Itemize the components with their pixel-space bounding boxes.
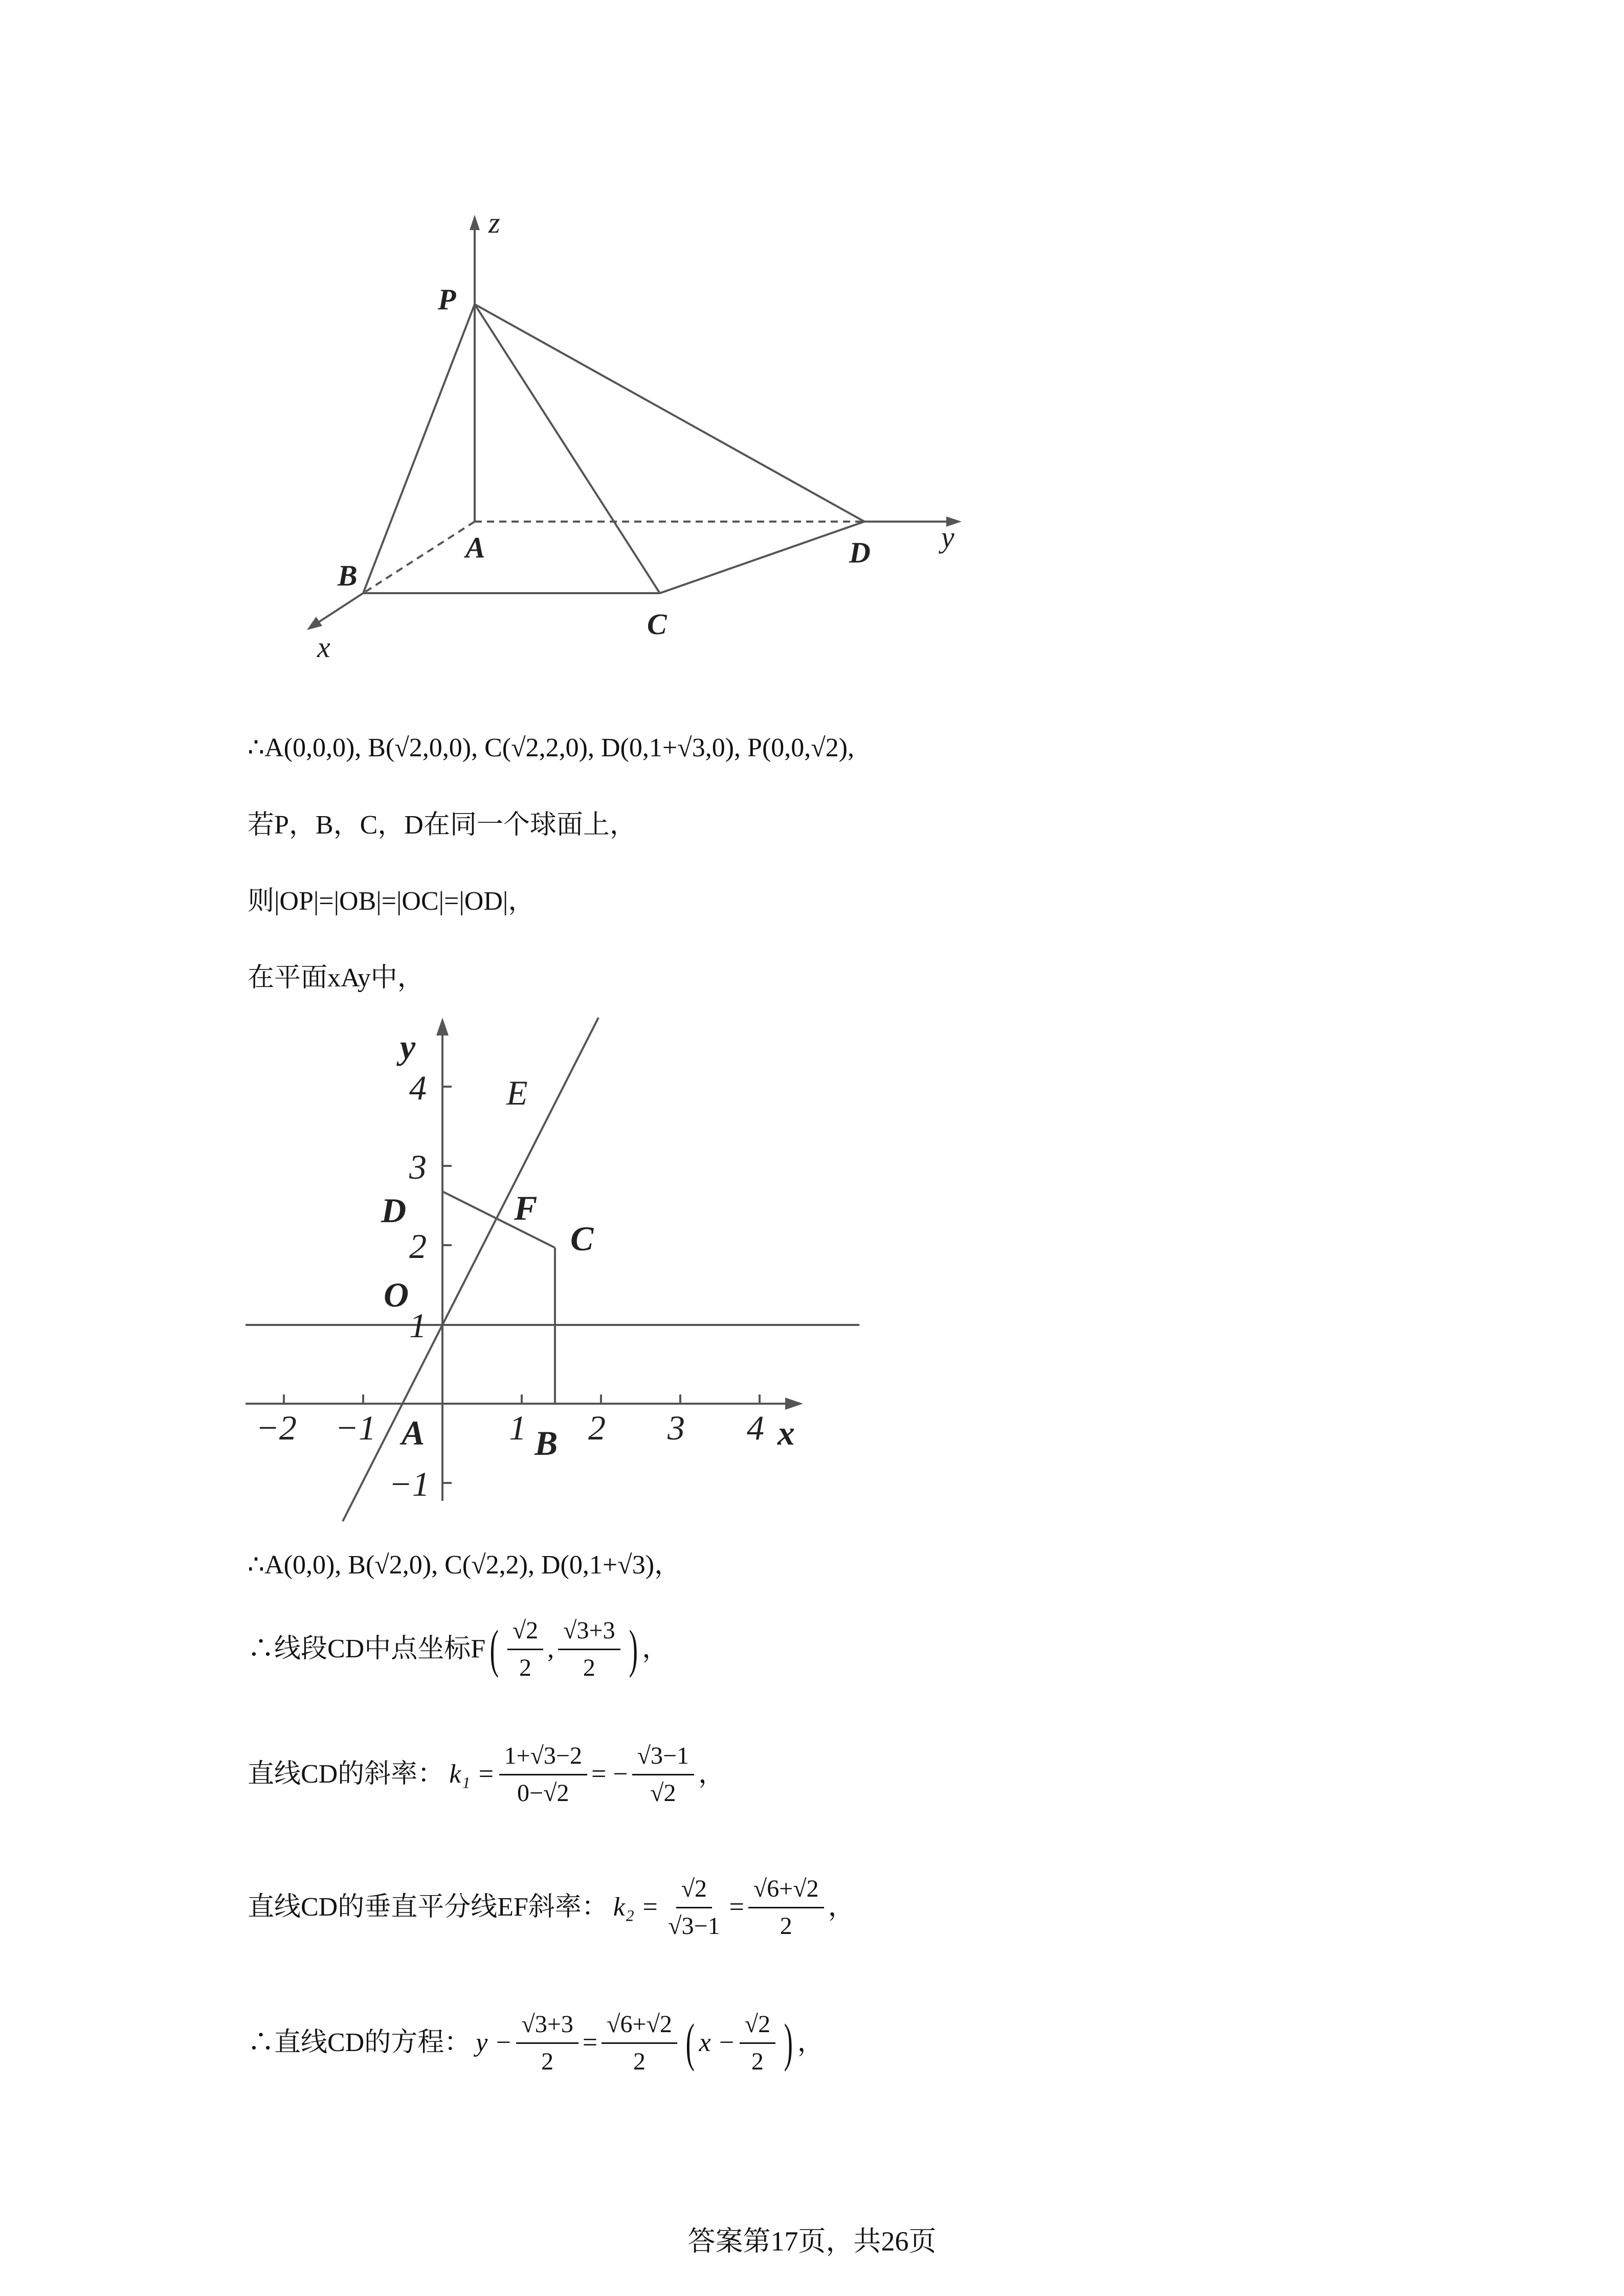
frac-den: 2 xyxy=(519,1654,531,1681)
line-equation-suffix: ， xyxy=(797,2028,824,2057)
frac-num: √6+√2 xyxy=(602,2010,677,2044)
frac-k1-a xyxy=(499,1741,587,1808)
frac-num: √2 xyxy=(740,2010,775,2044)
x-tick-label: 3 xyxy=(668,1408,685,1447)
frac-den: 2 xyxy=(583,1654,595,1681)
z-arrow xyxy=(470,215,480,230)
frac-den: √2 xyxy=(650,1779,676,1807)
sphere-condition-line xyxy=(248,809,636,841)
point-label-E: E xyxy=(506,1073,528,1112)
equals: = xyxy=(729,1892,744,1922)
equals: = xyxy=(582,2028,598,2057)
edge-PB xyxy=(363,304,475,593)
axis-label-y: y xyxy=(400,1027,416,1066)
right-paren: ) xyxy=(629,1619,638,1679)
plane-xay-line xyxy=(248,962,424,994)
line-equation-prefix: ∴直线CD的方程： xyxy=(248,2028,471,2057)
x-minus: x − xyxy=(699,2028,736,2057)
edge-CD xyxy=(660,522,864,593)
coordinates-3d-line xyxy=(248,732,854,764)
label-A: A xyxy=(465,531,485,564)
frac-num: √2 xyxy=(507,1616,543,1650)
equal-distance-line xyxy=(248,886,535,917)
left-paren: ( xyxy=(490,1619,499,1679)
label-z: z xyxy=(488,206,500,239)
frac-num: √3+3 xyxy=(558,1616,620,1650)
frac-k2-b xyxy=(748,1874,824,1941)
slope-k2-line xyxy=(248,1874,855,1941)
frac-midpoint-x xyxy=(507,1616,543,1682)
y-arrow xyxy=(436,1018,449,1036)
label-C: C xyxy=(647,607,667,641)
page-footer: 答案第17页，共26页 xyxy=(687,2226,937,2257)
comma: , xyxy=(547,1634,554,1663)
x-arrow xyxy=(307,617,322,630)
point-label-O: O xyxy=(384,1275,409,1314)
slope-k1-suffix: ， xyxy=(698,1759,725,1789)
label-P: P xyxy=(438,283,456,316)
slope-k1-line xyxy=(248,1741,725,1808)
frac-den: 2 xyxy=(633,2047,646,2075)
label-D: D xyxy=(849,536,871,569)
point-label-D: D xyxy=(381,1191,407,1230)
x-tick-label: −1 xyxy=(335,1408,376,1447)
plane-xay-text: 在平面xAy中， xyxy=(248,963,424,993)
k1-symbol: k₁ = xyxy=(449,1759,495,1789)
frac-eq-a xyxy=(516,2010,578,2076)
x-tick-label: 2 xyxy=(588,1408,606,1447)
frac-k2-a xyxy=(663,1874,725,1941)
slope-k1-prefix: 直线CD的斜率： xyxy=(248,1759,444,1789)
label-y: y xyxy=(941,521,954,554)
y-minus: y − xyxy=(476,2028,513,2057)
midpoint-line xyxy=(248,1616,669,1682)
frac-den: √3−1 xyxy=(668,1912,720,1940)
x-tick-label: 4 xyxy=(747,1408,764,1447)
line-EF xyxy=(343,1018,598,1521)
x-arrow xyxy=(785,1398,803,1410)
segment-DC xyxy=(442,1191,555,1248)
y-tick-label: 1 xyxy=(409,1306,427,1345)
pyramid-figure xyxy=(286,205,992,675)
sphere-condition-text: 若P，B，C，D在同一个球面上， xyxy=(248,811,636,840)
axis-label-x: x xyxy=(777,1413,795,1452)
y-tick-label: −1 xyxy=(389,1465,430,1503)
y-tick-label: 3 xyxy=(409,1147,427,1186)
left-paren: ( xyxy=(685,2013,695,2073)
frac-num: √3+3 xyxy=(516,2010,578,2044)
slope-k2-suffix: ， xyxy=(828,1892,855,1922)
point-label-F: F xyxy=(514,1188,538,1227)
x-tick-label: −2 xyxy=(256,1408,297,1447)
edge-PC xyxy=(475,304,660,593)
equal-distance-text: 则|OP|=|OB|=|OC|=|OD|， xyxy=(248,887,535,916)
right-paren: ) xyxy=(784,2013,793,2073)
plane-graph-figure xyxy=(240,1010,870,1526)
frac-num: √3−1 xyxy=(632,1741,694,1775)
frac-den: 0−√2 xyxy=(517,1779,569,1807)
frac-num: √2 xyxy=(676,1874,712,1908)
slope-k2-prefix: 直线CD的垂直平分线EF斜率： xyxy=(248,1892,608,1922)
frac-midpoint-y xyxy=(558,1616,620,1682)
point-label-C: C xyxy=(570,1219,594,1258)
frac-num: √6+√2 xyxy=(748,1874,824,1908)
coordinates-2d-line xyxy=(248,1549,681,1581)
point-label-B: B xyxy=(535,1424,558,1462)
frac-den: 2 xyxy=(780,1912,792,1940)
midpoint-suffix: ， xyxy=(642,1634,669,1663)
frac-eq-c xyxy=(740,2010,775,2076)
line-equation-line xyxy=(248,2010,824,2076)
edge-PD xyxy=(475,304,864,522)
y-tick-label: 4 xyxy=(409,1068,427,1107)
frac-den: 2 xyxy=(751,2047,764,2075)
equals-minus: = − xyxy=(591,1759,628,1789)
label-x: x xyxy=(317,631,330,664)
coordinates-2d-text: ∴A(0,0), B(√2,0), C(√2,2), D(0,1+√3)， xyxy=(248,1550,681,1580)
frac-k1-b xyxy=(632,1741,694,1808)
frac-eq-b xyxy=(602,2010,677,2076)
edge-AB xyxy=(363,522,475,593)
point-label-A: A xyxy=(402,1413,425,1452)
coordinates-3d-text: ∴A(0,0,0), B(√2,0,0), C(√2,2,0), D(0,1+√3,0), P(0,0,√2), xyxy=(248,733,855,762)
x-axis xyxy=(312,593,363,626)
y-tick-label: 2 xyxy=(409,1227,427,1266)
x-tick-label: 1 xyxy=(509,1408,526,1447)
label-B: B xyxy=(338,559,358,592)
frac-num: 1+√3−2 xyxy=(499,1741,587,1775)
frac-den: 2 xyxy=(541,2047,554,2075)
midpoint-prefix: ∴线段CD中点坐标F xyxy=(248,1634,486,1663)
k2-symbol: k₂ = xyxy=(613,1892,659,1922)
